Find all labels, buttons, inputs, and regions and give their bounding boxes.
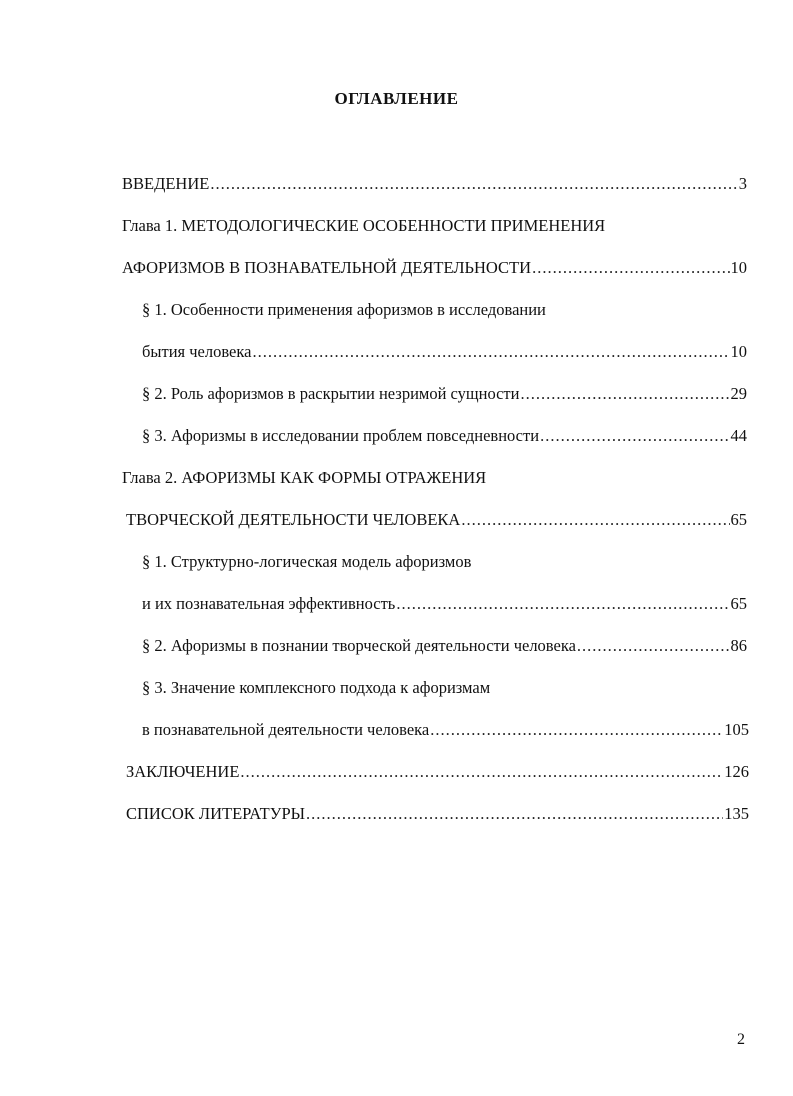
toc-leader-dots	[396, 592, 729, 616]
toc-section-2-3[interactable]	[142, 718, 749, 742]
toc-page-number: 135	[724, 804, 749, 823]
toc-entry-label: в познавательной деятельности человека	[142, 720, 430, 739]
toc-page-number: 126	[724, 762, 749, 781]
toc-leader-dots	[540, 424, 729, 448]
toc-page-number: 44	[730, 426, 747, 445]
toc-leader-dots	[210, 172, 737, 196]
toc-leader-dots	[532, 256, 729, 280]
toc-entry-label: ВВЕДЕНИЕ	[122, 174, 210, 193]
toc-section-2-3-line-1[interactable]	[142, 676, 490, 700]
toc-leader-dots	[520, 382, 729, 406]
toc-entry-label: § 3. Значение комплексного подхода к афоризмам	[142, 678, 491, 697]
toc-entry-conclusion[interactable]	[126, 760, 749, 784]
page-number: 2	[737, 1031, 745, 1048]
toc-page-number: 10	[730, 258, 747, 277]
toc-leader-dots	[240, 760, 723, 784]
toc-entry-label: § 2. Роль афоризмов в раскрытии незримой сущности	[142, 384, 520, 403]
toc-leader-dots	[461, 508, 729, 532]
toc-chapter-1-line-1[interactable]	[122, 214, 605, 238]
toc-entry-label: § 3. Афоризмы в исследовании проблем повседневности	[142, 426, 540, 445]
toc-chapter-1[interactable]	[122, 256, 747, 280]
toc-entry-label: ЗАКЛЮЧЕНИЕ	[126, 762, 240, 781]
page-title: ОГЛАВЛЕНИЕ	[334, 89, 459, 108]
toc-entry-label: АФОРИЗМОВ В ПОЗНАВАТЕЛЬНОЙ ДЕЯТЕЛЬНОСТИ	[122, 258, 532, 277]
toc-entry-label: § 2. Афоризмы в познании творческой деятельности человека	[142, 636, 576, 655]
toc-page-number: 29	[730, 384, 747, 403]
toc-entry-intro[interactable]	[122, 172, 747, 196]
toc-page-number: 3	[738, 174, 747, 193]
toc-page-number: 65	[730, 510, 747, 529]
toc-leader-dots	[306, 802, 723, 826]
toc-chapter-2-line-1[interactable]	[122, 466, 486, 490]
toc-entry-label: ТВОРЧЕСКОЙ ДЕЯТЕЛЬНОСТИ ЧЕЛОВЕКА	[126, 510, 461, 529]
toc-entry-label: СПИСОК ЛИТЕРАТУРЫ	[126, 804, 306, 823]
toc-leader-dots	[430, 718, 723, 742]
toc-section-1-3[interactable]	[142, 424, 747, 448]
toc-entry-label: Глава 1. МЕТОДОЛОГИЧЕСКИЕ ОСОБЕННОСТИ ПРИМЕНЕНИЯ	[122, 216, 606, 235]
toc-entry-label: § 1. Структурно-логическая модель афоризмов	[142, 552, 472, 571]
toc-leader-dots	[252, 340, 729, 364]
toc-page-number: 10	[730, 342, 747, 361]
toc-section-2-2[interactable]	[142, 634, 747, 658]
toc-entry-label: Глава 2. АФОРИЗМЫ КАК ФОРМЫ ОТРАЖЕНИЯ	[122, 468, 487, 487]
toc-section-2-1[interactable]	[142, 592, 747, 616]
toc-entry-label: и их познавательная эффективность	[142, 594, 396, 613]
toc-page-number: 86	[730, 636, 747, 655]
toc-entry-references[interactable]	[126, 802, 749, 826]
toc-section-1-1[interactable]	[142, 340, 747, 364]
toc-leader-dots	[577, 634, 730, 658]
toc-entry-label: § 1. Особенности применения афоризмов в исследовании	[142, 300, 546, 319]
toc-section-1-1-line-1[interactable]	[142, 298, 546, 322]
toc-entry-label: бытия человека	[142, 342, 252, 361]
toc-section-1-2[interactable]	[142, 382, 747, 406]
toc-page-number: 65	[730, 594, 747, 613]
toc-section-2-1-line-1[interactable]	[142, 550, 471, 574]
toc-page-number: 105	[724, 720, 749, 739]
toc-chapter-2[interactable]	[126, 508, 747, 532]
